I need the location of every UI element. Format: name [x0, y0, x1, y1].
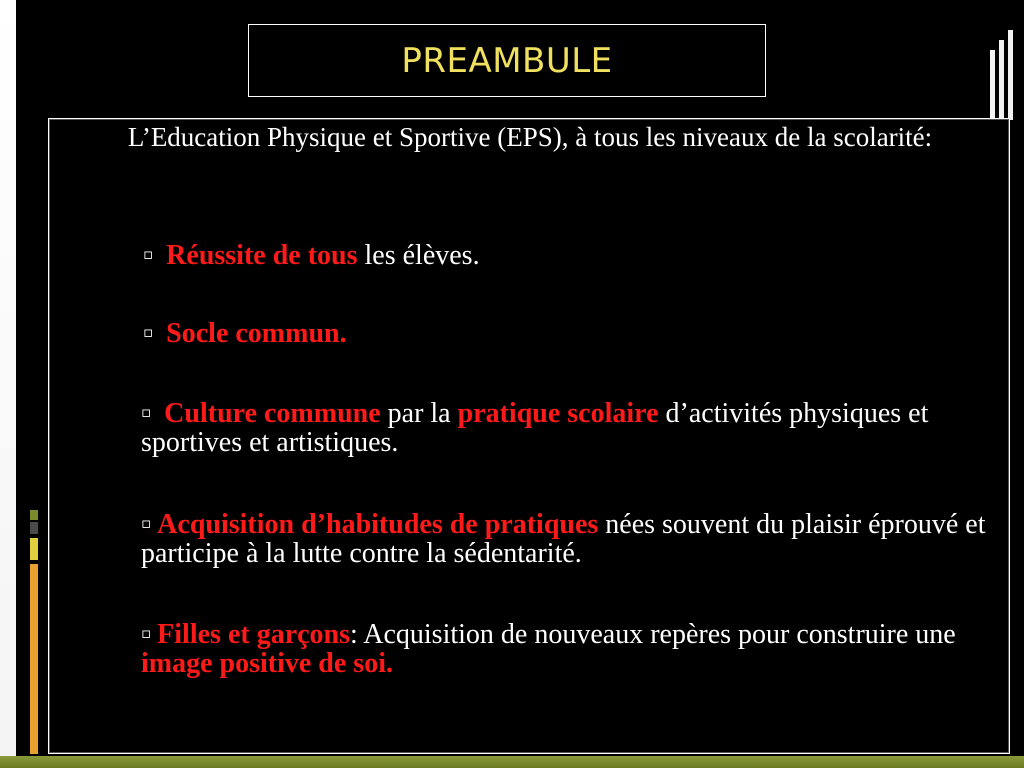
left-white-strip	[0, 0, 16, 768]
list-item: ▫ Culture commune par la pratique scolaire d’activités physiques et sportives et artistiques.	[141, 398, 929, 458]
title-box	[248, 24, 766, 97]
intro-text: L’Education Physique et Sportive (EPS), à tous les niveaux de la scolarité:	[127, 122, 933, 152]
slide-title: PREAMBULE	[401, 40, 613, 81]
list-item: ▫ Réussite de tous les élèves.	[143, 240, 480, 271]
list-item: ▫ Socle commun.	[143, 318, 347, 349]
bullet-square-icon: ▫	[141, 624, 152, 642]
bullet-square-icon: ▫	[143, 245, 154, 263]
bullet-square-icon: ▫	[141, 514, 152, 532]
list-item: ▫ Acquisition d’habitudes de pratiques nées souvent du plaisir éprouvé et participe à la lutte contre la sédentarité.	[141, 509, 986, 569]
left-accent-bar-4	[30, 564, 38, 754]
bullet-square-icon: ▫	[143, 323, 154, 341]
content-box	[48, 118, 1010, 754]
left-accent-bar-3	[30, 538, 38, 560]
bullet-square-icon: ▫	[141, 403, 152, 421]
left-accent-bar-1	[30, 510, 38, 520]
bottom-accent-bar	[0, 756, 1024, 768]
left-decoration	[0, 0, 40, 768]
list-item: ▫ Filles et garçons: Acquisition de nouveaux repères pour construire une image positive de soi.	[141, 619, 956, 679]
left-accent-bar-2	[30, 522, 38, 534]
